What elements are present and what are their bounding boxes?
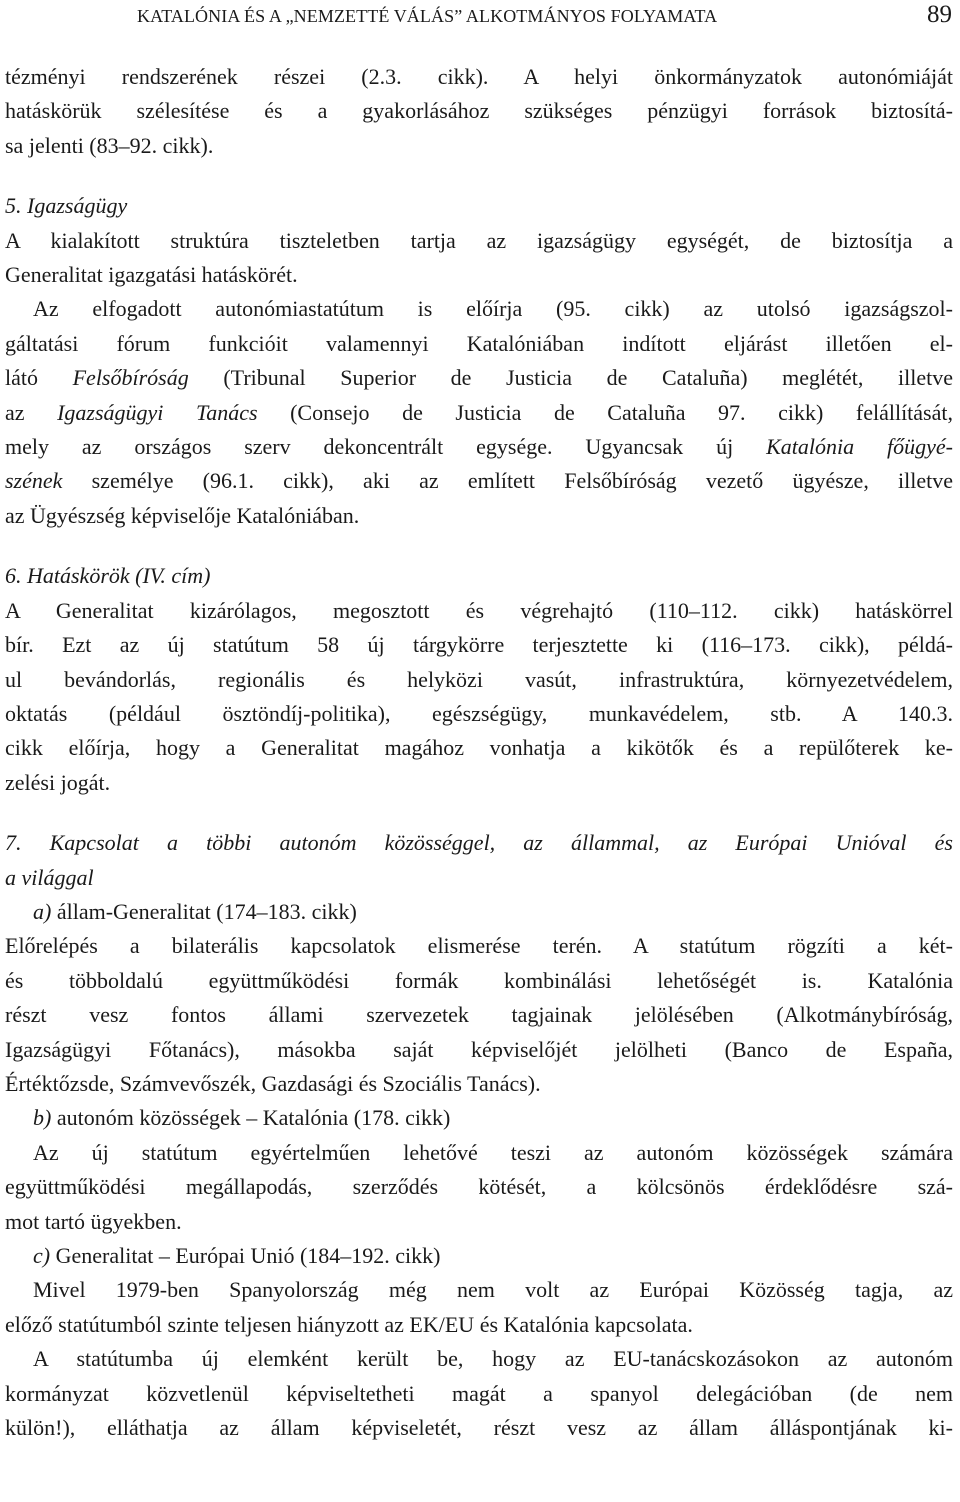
body-text — [5, 60, 953, 1445]
text-line: Mivel 1979-ben Spanyolország még nem volt az Európai Közösség tagja, az — [33, 1277, 953, 1303]
section-heading: a világgal — [5, 864, 94, 890]
text-line: Az új statútum egyértelműen lehetővé teszi az autonóm közösségek számára — [33, 1139, 953, 1165]
text-line: előző statútumból szinte teljesen hiányzott az EK/EU és Katalónia kapcsolata. — [5, 1311, 693, 1337]
text-line — [5, 396, 953, 430]
text-line: Generalitat igazgatási hatáskörét. — [5, 262, 298, 288]
text-line: A Generalitat kizárólagos, megosztott és végrehajtó (110–112. cikk) hatáskörrel — [5, 597, 953, 623]
text-run: mely az országos szerv dekoncentrált egysége. Ugyancsak új — [5, 434, 767, 460]
text-line: és többoldalú együttműködési formák kombinálási lehetőségét is. Katalónia — [5, 967, 953, 993]
section-7 — [5, 826, 953, 1445]
text-run: látó — [5, 365, 73, 391]
text-line: zelési jogát. — [5, 769, 111, 795]
section-heading: 7. Kapcsolat a többi autonóm közösséggel, az állammal, az Európai Unióval és — [5, 830, 953, 856]
text-line: sa jelenti (83–92. cikk). — [5, 132, 214, 158]
text-line: részt vesz fontos állami szervezetek tagjainak jelölésében (Alkotmánybíróság, — [5, 1002, 953, 1028]
text-line: Az elfogadott autonómiastatútum is előírja (95. cikk) az utolsó igazságszol- — [33, 296, 953, 322]
text-run: Generalitat – Európai Unió (184–192. cikk) — [50, 1243, 441, 1268]
text-line: cikk előírja, hogy a Generalitat magához vonhatja a kikötők és a repülőterek ke- — [5, 735, 953, 761]
text-line — [5, 464, 953, 498]
text-line: mot tartó ügyekben. — [5, 1208, 182, 1234]
italic-term: szének — [5, 468, 63, 494]
text-line: oktatás (például ösztöndíj-politika), egészségügy, munkavédelem, stb. A 140.3. — [5, 700, 953, 726]
intro-paragraph — [5, 60, 953, 163]
subsection-label: a) — [33, 898, 52, 924]
text-line: Értéktőzsde, Számvevőszék, Gazdasági és Szociális Tanács). — [5, 1070, 541, 1096]
text-line: A kialakított struktúra tiszteletben tartja az igazságügy egységét, de biztosítja a — [5, 227, 953, 253]
subsection-a-heading — [5, 895, 953, 929]
subsection-label: c) — [33, 1243, 51, 1268]
subsection-b-heading — [5, 1101, 953, 1135]
text-line: A statútumba új elemként került be, hogy az EU-tanácskozásokon az autonóm — [33, 1346, 953, 1372]
text-run: autonóm közösségek – Katalónia (178. cikk) — [51, 1105, 451, 1131]
text-run: (Consejo de Justicia de Cataluña 97. cikk) felállítását, — [257, 399, 953, 425]
text-line: külön!), elláthatja az állam képviseletét, részt vesz az állam álláspontjának ki- — [5, 1415, 953, 1441]
text-line: tézményi rendszerének részei (2.3. cikk). A helyi önkormányzatok autonómiáját — [5, 64, 953, 89]
text-line — [5, 430, 953, 464]
subsection-label: b) — [33, 1105, 52, 1131]
section-heading: 6. Hatáskörök (IV. cím) — [5, 563, 211, 589]
italic-term: Katalónia főügyé- — [766, 434, 953, 460]
section-5 — [5, 189, 953, 533]
page-number: 89 — [927, 1, 952, 28]
text-line: együttműködési megállapodás, szerződés kötését, a kölcsönös érdeklődésre szá- — [5, 1174, 953, 1200]
text-line: az Ügyészség képviselője Katalóniában. — [5, 502, 360, 528]
text-line: Igazságügyi Főtanács), másokba saját képviselőjét jelölheti (Banco de España, — [5, 1036, 953, 1062]
section-6 — [5, 559, 953, 800]
text-line: bír. Ezt az új statútum 58 új tárgykörre terjesztette ki (116–173. cikk), példá- — [5, 632, 953, 658]
text-line: gáltatási fórum funkcióit valamennyi Katalóniában indított eljárást illetően el- — [5, 330, 953, 356]
text-run: állam-Generalitat (174–183. cikk) — [51, 898, 357, 924]
italic-term: Igazságügyi Tanács — [57, 399, 258, 425]
text-line: Előrelépés a bilaterális kapcsolatok elismerése terén. A statútum rögzíti a két- — [5, 933, 953, 959]
text-line: ul bevándorlás, regionális és helyközi vasút, infrastruktúra, környezetvédelem, — [5, 666, 953, 692]
text-line: hatáskörük szélesítése és a gyakorlásához szükséges pénzügyi források biztosítá- — [5, 98, 953, 124]
text-run: az — [5, 399, 58, 425]
text-line: kormányzat közvetlenül képviseltetheti magát a spanyol delegációban (de nem — [5, 1380, 953, 1406]
italic-term: Felsőbíróság — [72, 365, 189, 391]
subsection-c-heading — [5, 1239, 953, 1273]
section-heading: 5. Igazságügy — [5, 193, 128, 219]
text-line — [5, 361, 953, 395]
text-run: személye (96.1. cikk), aki az említett Felsőbíróság vezető ügyésze, illetve — [62, 468, 953, 494]
page-header — [0, 0, 960, 40]
running-head: KATALÓNIA ÉS A „NEMZETTÉ VÁLÁS” ALKOTMÁNYOS FOLYAMATA — [137, 6, 718, 26]
text-run: (Tribunal Superior de Justicia de Cataluña) meglétét, illetve — [188, 365, 953, 391]
